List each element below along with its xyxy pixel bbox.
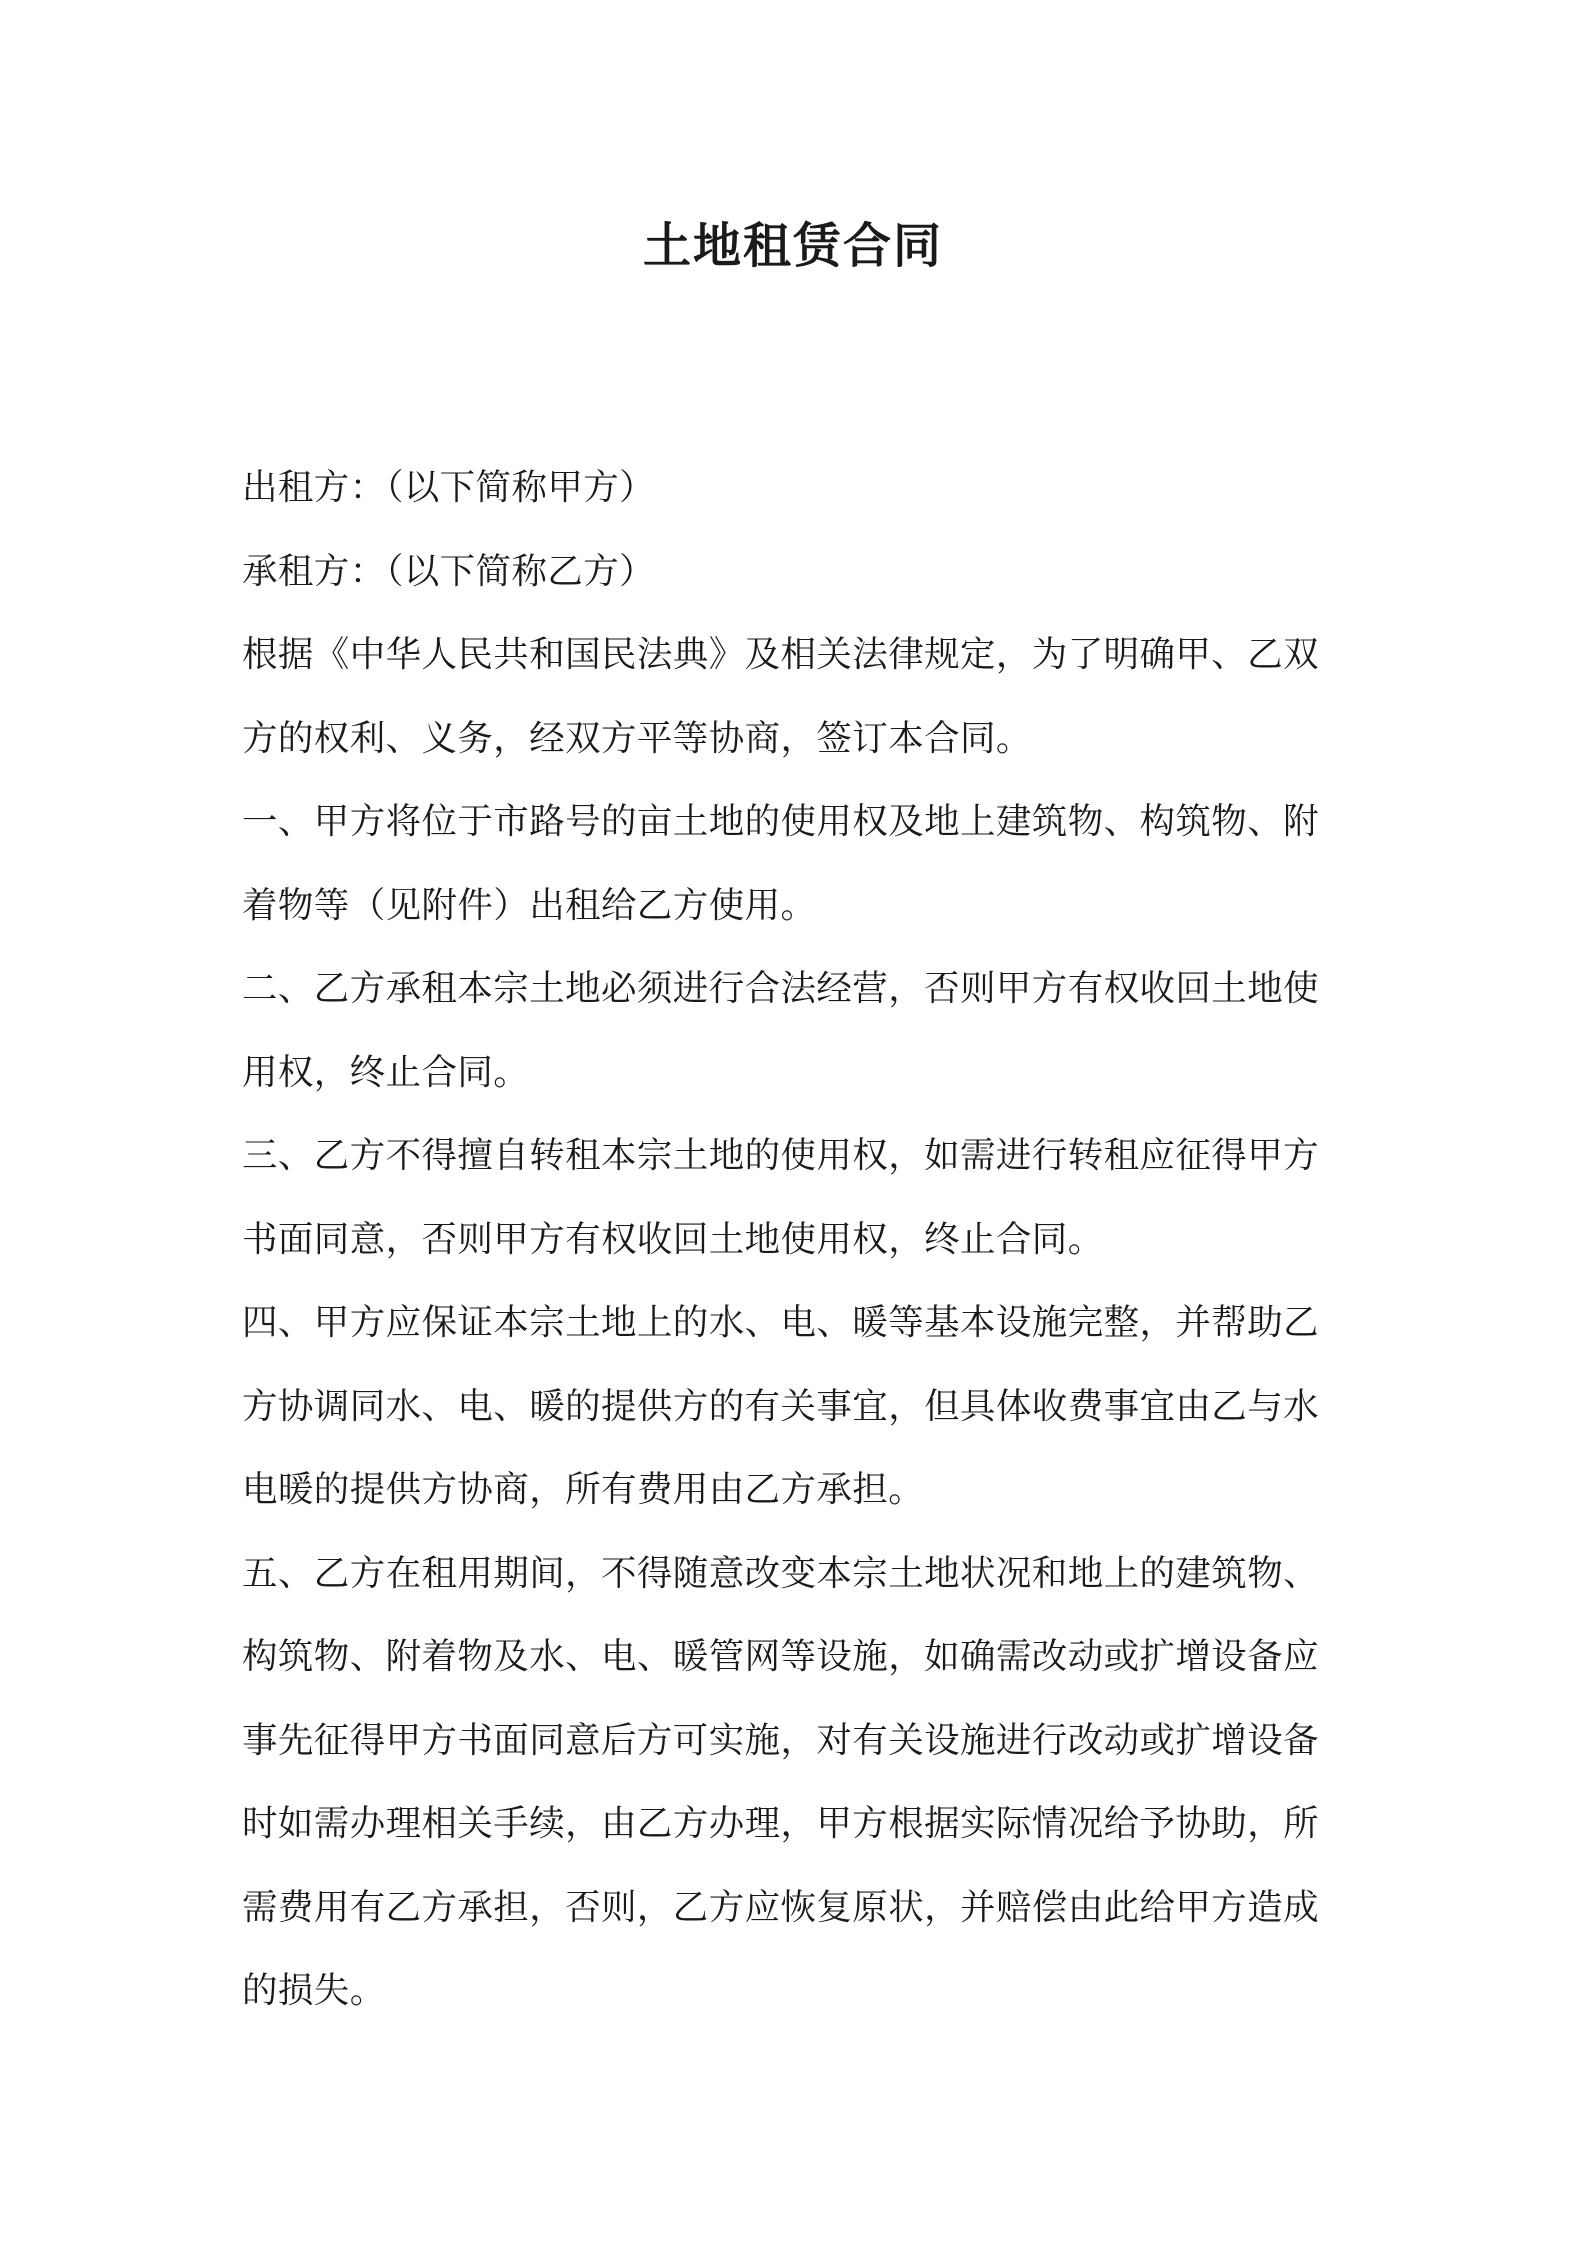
clause-line: 书面同意，否则甲方有权收回土地使用权，终止合同。 [242,1218,1104,1260]
preamble-line: 方的权利、义务，经双方平等协商，签订本合同。 [242,717,1032,759]
clause-line: 五、乙方在租用期间，不得随意改变本宗土地状况和地上的建筑物、 [242,1552,1320,1594]
clause-line: 四、甲方应保证本宗土地上的水、电、暖等基本设施完整，并帮助乙 [242,1302,1320,1343]
clause-line: 用权，终止合同。 [242,1051,530,1093]
clause-line: 二、乙方承租本宗土地必须进行合法经营，否则甲方有权收回土地使 [242,968,1320,1009]
clause-line: 需费用有乙方承担，否则，乙方应恢复原状，并赔偿由此给甲方造成 [242,1886,1320,1928]
clause-1 [242,780,1352,947]
clause-4 [242,1281,1352,1532]
clause-line: 方协调同水、电、暖的提供方的有关事宜，但具体收费事宜由乙与水 [242,1385,1320,1427]
clause-2 [242,947,1352,1114]
lessor-line: 出租方：（以下简称甲方） [242,467,656,508]
clause-line: 事先征得甲方书面同意后方可实施，对有关设施进行改动或扩增设备 [242,1719,1320,1761]
document-body [242,446,1352,2033]
clause-3 [242,1114,1352,1281]
clause-line: 时如需办理相关手续，由乙方办理，甲方根据实际情况给予协助，所 [242,1803,1320,1844]
lessee-line: 承租方：（以下简称乙方） [242,550,656,592]
preamble-paragraph [242,613,1352,780]
preamble-line: 根据《中华人民共和国民法典》及相关法律规定，为了明确甲、乙双 [242,634,1320,675]
clause-5 [242,1532,1352,2033]
clause-line: 构筑物、附着物及水、电、暖管网等设施，如确需改动或扩增设备应 [242,1636,1320,1677]
clause-line: 一、甲方将位于市路号的亩土地的使用权及地上建筑物、构筑物、附 [242,801,1320,842]
clause-line: 着物等（见附件）出租给乙方使用。 [242,884,817,926]
clause-line: 三、乙方不得擅自转租本宗土地的使用权，如需进行转租应征得甲方 [242,1135,1320,1176]
clause-line: 的损失。 [242,1970,386,2011]
clause-line: 电暖的提供方协商，所有费用由乙方承担。 [242,1469,925,1510]
document-title: 土地租赁合同 [642,218,943,274]
